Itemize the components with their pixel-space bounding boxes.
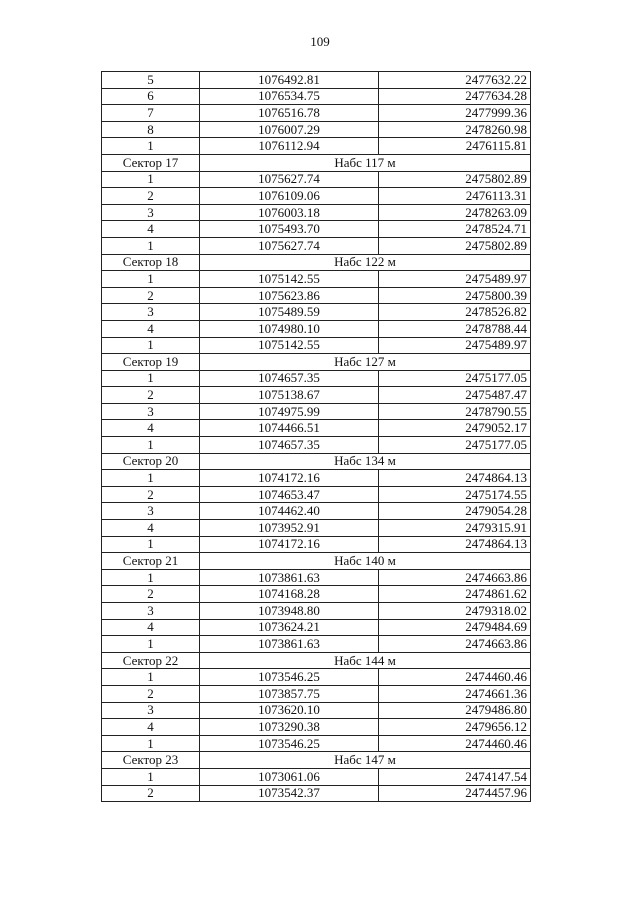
table-row (102, 304, 531, 321)
table-row (102, 287, 531, 304)
sector-height: Набс 140 м (200, 553, 531, 570)
point-number: 2 (102, 685, 200, 702)
y-coordinate: 2479484.69 (379, 619, 531, 636)
x-coordinate: 1074975.99 (200, 403, 379, 420)
sector-header-row (102, 652, 531, 669)
x-coordinate: 1075138.67 (200, 387, 379, 404)
sector-label: Сектор 20 (102, 453, 200, 470)
sector-header-row (102, 453, 531, 470)
y-coordinate: 2475800.39 (379, 287, 531, 304)
table-row (102, 121, 531, 138)
sector-header-row (102, 254, 531, 271)
table-row (102, 569, 531, 586)
x-coordinate: 1074653.47 (200, 486, 379, 503)
y-coordinate: 2476115.81 (379, 138, 531, 155)
point-number: 1 (102, 669, 200, 686)
table-row (102, 702, 531, 719)
y-coordinate: 2478524.71 (379, 221, 531, 238)
sector-height: Набс 134 м (200, 453, 531, 470)
table-row (102, 237, 531, 254)
table-row (102, 603, 531, 620)
point-number: 1 (102, 569, 200, 586)
y-coordinate: 2475802.89 (379, 237, 531, 254)
table-row (102, 320, 531, 337)
table-row (102, 204, 531, 221)
y-coordinate: 2474864.13 (379, 536, 531, 553)
x-coordinate: 1075493.70 (200, 221, 379, 238)
x-coordinate: 1073542.37 (200, 785, 379, 802)
table-row (102, 420, 531, 437)
table-row (102, 486, 531, 503)
point-number: 2 (102, 188, 200, 205)
y-coordinate: 2474460.46 (379, 735, 531, 752)
x-coordinate: 1076492.81 (200, 72, 379, 89)
sector-label: Сектор 18 (102, 254, 200, 271)
point-number: 1 (102, 337, 200, 354)
x-coordinate: 1075142.55 (200, 337, 379, 354)
point-number: 4 (102, 619, 200, 636)
x-coordinate: 1076112.94 (200, 138, 379, 155)
x-coordinate: 1074657.35 (200, 437, 379, 454)
x-coordinate: 1074466.51 (200, 420, 379, 437)
y-coordinate: 2474147.54 (379, 768, 531, 785)
y-coordinate: 2475489.97 (379, 337, 531, 354)
x-coordinate: 1075627.74 (200, 237, 379, 254)
point-number: 1 (102, 171, 200, 188)
point-number: 3 (102, 403, 200, 420)
x-coordinate: 1076109.06 (200, 188, 379, 205)
sector-label: Сектор 19 (102, 354, 200, 371)
sector-header-row (102, 553, 531, 570)
point-number: 1 (102, 437, 200, 454)
y-coordinate: 2474460.46 (379, 669, 531, 686)
x-coordinate: 1073624.21 (200, 619, 379, 636)
coordinates-table (101, 71, 531, 802)
x-coordinate: 1075142.55 (200, 271, 379, 288)
point-number: 1 (102, 138, 200, 155)
table-row (102, 387, 531, 404)
point-number: 4 (102, 719, 200, 736)
point-number: 7 (102, 105, 200, 122)
point-number: 3 (102, 702, 200, 719)
sector-header-row (102, 752, 531, 769)
table-row (102, 536, 531, 553)
table-row (102, 188, 531, 205)
x-coordinate: 1073861.63 (200, 569, 379, 586)
point-number: 1 (102, 636, 200, 653)
y-coordinate: 2475489.97 (379, 271, 531, 288)
x-coordinate: 1076007.29 (200, 121, 379, 138)
table-row (102, 470, 531, 487)
point-number: 2 (102, 387, 200, 404)
point-number: 8 (102, 121, 200, 138)
table-row (102, 337, 531, 354)
table-row (102, 520, 531, 537)
page-number: 109 (310, 34, 330, 49)
point-number: 3 (102, 603, 200, 620)
y-coordinate: 2477999.36 (379, 105, 531, 122)
x-coordinate: 1075623.86 (200, 287, 379, 304)
point-number: 4 (102, 221, 200, 238)
x-coordinate: 1074657.35 (200, 370, 379, 387)
point-number: 1 (102, 735, 200, 752)
point-number: 3 (102, 503, 200, 520)
table-row (102, 403, 531, 420)
table-row (102, 271, 531, 288)
table-row (102, 785, 531, 802)
y-coordinate: 2479054.28 (379, 503, 531, 520)
y-coordinate: 2476113.31 (379, 188, 531, 205)
sector-header-row (102, 354, 531, 371)
table-row (102, 72, 531, 89)
x-coordinate: 1073620.10 (200, 702, 379, 719)
x-coordinate: 1073290.38 (200, 719, 379, 736)
point-number: 2 (102, 586, 200, 603)
y-coordinate: 2475177.05 (379, 437, 531, 454)
y-coordinate: 2479318.02 (379, 603, 531, 620)
point-number: 5 (102, 72, 200, 89)
sector-label: Сектор 23 (102, 752, 200, 769)
y-coordinate: 2478263.09 (379, 204, 531, 221)
point-number: 4 (102, 320, 200, 337)
point-number: 1 (102, 768, 200, 785)
table-row (102, 437, 531, 454)
x-coordinate: 1074168.28 (200, 586, 379, 603)
y-coordinate: 2477634.28 (379, 88, 531, 105)
y-coordinate: 2474663.86 (379, 569, 531, 586)
table-row (102, 138, 531, 155)
point-number: 1 (102, 536, 200, 553)
point-number: 2 (102, 785, 200, 802)
point-number: 1 (102, 370, 200, 387)
table-row (102, 221, 531, 238)
y-coordinate: 2478790.55 (379, 403, 531, 420)
y-coordinate: 2475802.89 (379, 171, 531, 188)
y-coordinate: 2477632.22 (379, 72, 531, 89)
x-coordinate: 1073857.75 (200, 685, 379, 702)
y-coordinate: 2474457.96 (379, 785, 531, 802)
x-coordinate: 1073952.91 (200, 520, 379, 537)
table-row (102, 586, 531, 603)
x-coordinate: 1074462.40 (200, 503, 379, 520)
sector-height: Набс 147 м (200, 752, 531, 769)
x-coordinate: 1075489.59 (200, 304, 379, 321)
x-coordinate: 1073546.25 (200, 669, 379, 686)
table-row (102, 669, 531, 686)
y-coordinate: 2475177.05 (379, 370, 531, 387)
y-coordinate: 2479486.80 (379, 702, 531, 719)
sector-height: Набс 144 м (200, 652, 531, 669)
coordinates-table-body (102, 72, 531, 802)
table-row (102, 171, 531, 188)
table-row (102, 105, 531, 122)
sector-label: Сектор 22 (102, 652, 200, 669)
x-coordinate: 1076516.78 (200, 105, 379, 122)
y-coordinate: 2479656.12 (379, 719, 531, 736)
table-row (102, 370, 531, 387)
table-row (102, 88, 531, 105)
y-coordinate: 2478526.82 (379, 304, 531, 321)
x-coordinate: 1076534.75 (200, 88, 379, 105)
point-number: 3 (102, 304, 200, 321)
y-coordinate: 2474661.36 (379, 685, 531, 702)
x-coordinate: 1073948.80 (200, 603, 379, 620)
point-number: 1 (102, 237, 200, 254)
point-number: 6 (102, 88, 200, 105)
y-coordinate: 2474861.62 (379, 586, 531, 603)
y-coordinate: 2474864.13 (379, 470, 531, 487)
table-row (102, 719, 531, 736)
x-coordinate: 1073061.06 (200, 768, 379, 785)
sector-label: Сектор 17 (102, 154, 200, 171)
y-coordinate: 2474663.86 (379, 636, 531, 653)
point-number: 3 (102, 204, 200, 221)
y-coordinate: 2475174.55 (379, 486, 531, 503)
sector-header-row (102, 154, 531, 171)
x-coordinate: 1073546.25 (200, 735, 379, 752)
table-row (102, 685, 531, 702)
table-row (102, 636, 531, 653)
x-coordinate: 1074172.16 (200, 536, 379, 553)
x-coordinate: 1075627.74 (200, 171, 379, 188)
table-row (102, 768, 531, 785)
x-coordinate: 1074172.16 (200, 470, 379, 487)
table-row (102, 735, 531, 752)
point-number: 2 (102, 486, 200, 503)
sector-label: Сектор 21 (102, 553, 200, 570)
y-coordinate: 2475487.47 (379, 387, 531, 404)
point-number: 4 (102, 420, 200, 437)
y-coordinate: 2478788.44 (379, 320, 531, 337)
point-number: 4 (102, 520, 200, 537)
sector-height: Набс 117 м (200, 154, 531, 171)
point-number: 2 (102, 287, 200, 304)
y-coordinate: 2479315.91 (379, 520, 531, 537)
x-coordinate: 1074980.10 (200, 320, 379, 337)
point-number: 1 (102, 470, 200, 487)
y-coordinate: 2478260.98 (379, 121, 531, 138)
x-coordinate: 1073861.63 (200, 636, 379, 653)
table-row (102, 619, 531, 636)
x-coordinate: 1076003.18 (200, 204, 379, 221)
point-number: 1 (102, 271, 200, 288)
sector-height: Набс 122 м (200, 254, 531, 271)
sector-height: Набс 127 м (200, 354, 531, 371)
table-row (102, 503, 531, 520)
y-coordinate: 2479052.17 (379, 420, 531, 437)
